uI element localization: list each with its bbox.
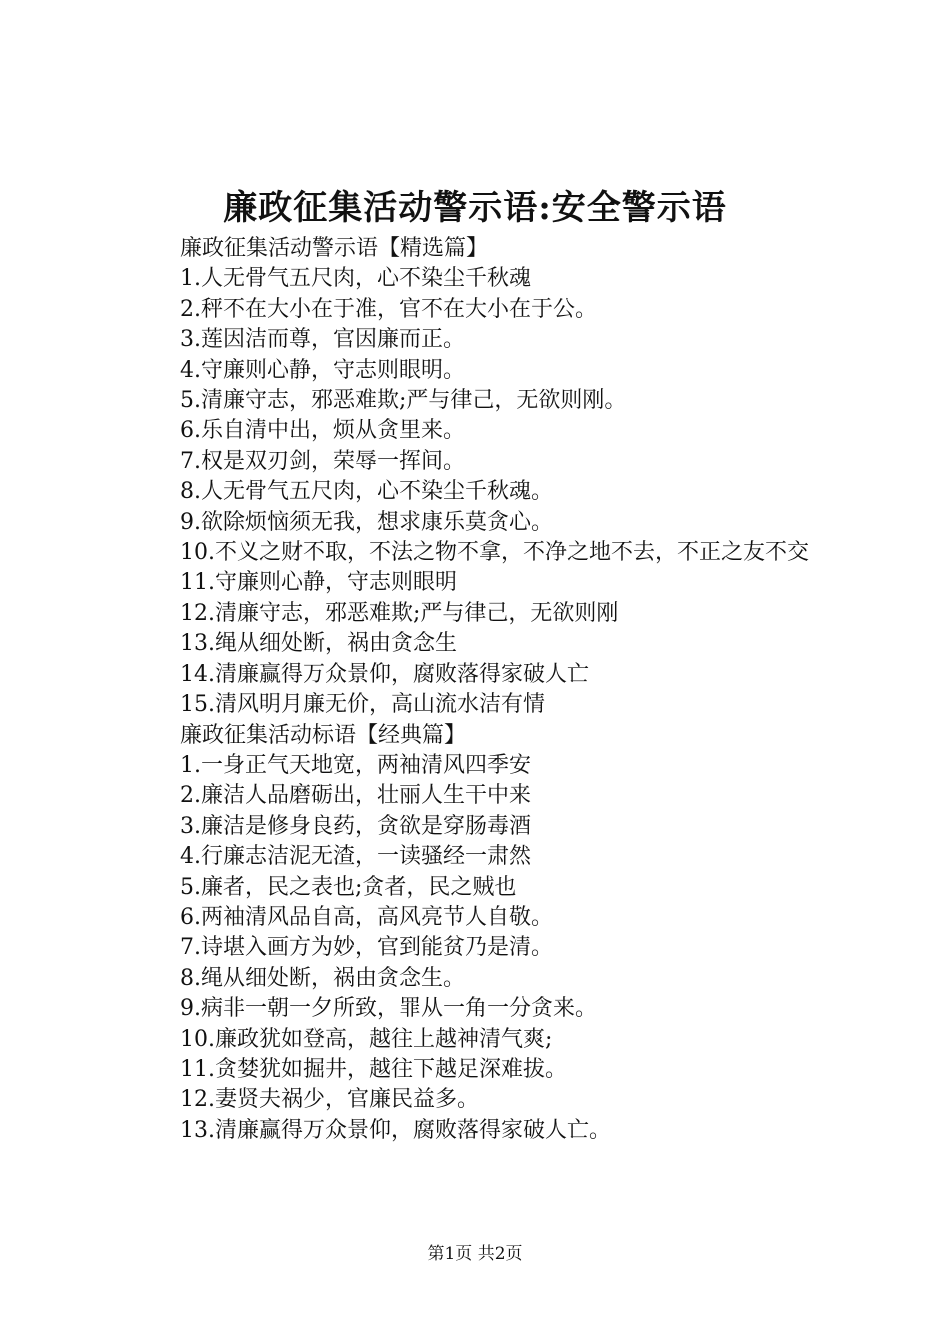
slogan-line: 1.一身正气天地宽，两袖清风四季安 — [180, 752, 531, 778]
slogan-line: 9.欲除烦恼须无我，想求康乐莫贪心。 — [180, 509, 553, 535]
slogan-line: 13.清廉赢得万众景仰，腐败落得家破人亡。 — [180, 1117, 611, 1143]
slogan-line: 10.不义之财不取，不法之物不拿，不净之地不去，不正之友不交 — [180, 540, 809, 566]
slogan-line: 1.人无骨气五尺肉，心不染尘千秋魂 — [180, 266, 531, 292]
slogan-line: 14.清廉赢得万众景仰，腐败落得家破人亡 — [180, 661, 589, 687]
section-heading: 廉政征集活动标语【经典篇】 — [180, 722, 467, 748]
section-heading: 廉政征集活动警示语【精选篇】 — [180, 236, 489, 261]
slogan-line: 8.绳从细处断，祸由贪念生。 — [180, 965, 465, 991]
slogan-line: 7.权是双刃剑，荣辱一挥间。 — [180, 448, 465, 474]
document-body — [128, 234, 834, 1146]
slogan-line: 11.贪婪犹如掘井，越往下越足深难拔。 — [180, 1056, 567, 1082]
slogan-line: 2.秤不在大小在于准，官不在大小在于公。 — [180, 296, 597, 322]
slogan-line: 6.两袖清风品自高，高风亮节人自敬。 — [180, 904, 553, 930]
document-title: 廉政征集活动警示语:安全警示语 — [223, 188, 727, 228]
slogan-line: 3.莲因洁而尊，官因廉而正。 — [180, 327, 465, 353]
slogan-line: 5.清廉守志，邪恶难欺;严与律己，无欲则刚。 — [180, 388, 627, 414]
slogan-line: 3.廉洁是修身良药，贪欲是穿肠毒酒 — [180, 813, 531, 839]
slogan-line: 6.乐自清中出，烦从贪里来。 — [180, 418, 465, 444]
slogan-line: 12.清廉守志，邪恶难欺;严与律己，无欲则刚 — [180, 600, 619, 626]
slogan-line: 2.廉洁人品磨砺出，壮丽人生干中来 — [180, 783, 531, 809]
slogan-line: 5.廉者，民之表也;贪者，民之贼也 — [180, 874, 517, 900]
slogan-line: 11.守廉则心静，守志则眼明 — [180, 570, 457, 596]
slogan-line: 10.廉政犹如登高，越往上越神清气爽; — [180, 1026, 553, 1052]
slogan-line: 15.清风明月廉无价，高山流水洁有情 — [180, 692, 545, 718]
slogan-line: 4.行廉志洁泥无渣，一读骚经一肃然 — [180, 844, 531, 870]
slogan-line: 8.人无骨气五尺肉，心不染尘千秋魂。 — [180, 479, 553, 505]
page-footer: 第1页 共2页 — [427, 1244, 523, 1264]
slogan-line: 12.妻贤夫祸少，官廉民益多。 — [180, 1087, 479, 1113]
slogan-line: 4.守廉则心静，守志则眼明。 — [180, 357, 465, 383]
slogan-line: 13.绳从细处断，祸由贪念生 — [180, 631, 457, 657]
slogan-line: 9.病非一朝一夕所致，罪从一角一分贪来。 — [180, 996, 597, 1022]
slogan-line: 7.诗堪入画方为妙，官到能贫乃是清。 — [180, 935, 553, 961]
